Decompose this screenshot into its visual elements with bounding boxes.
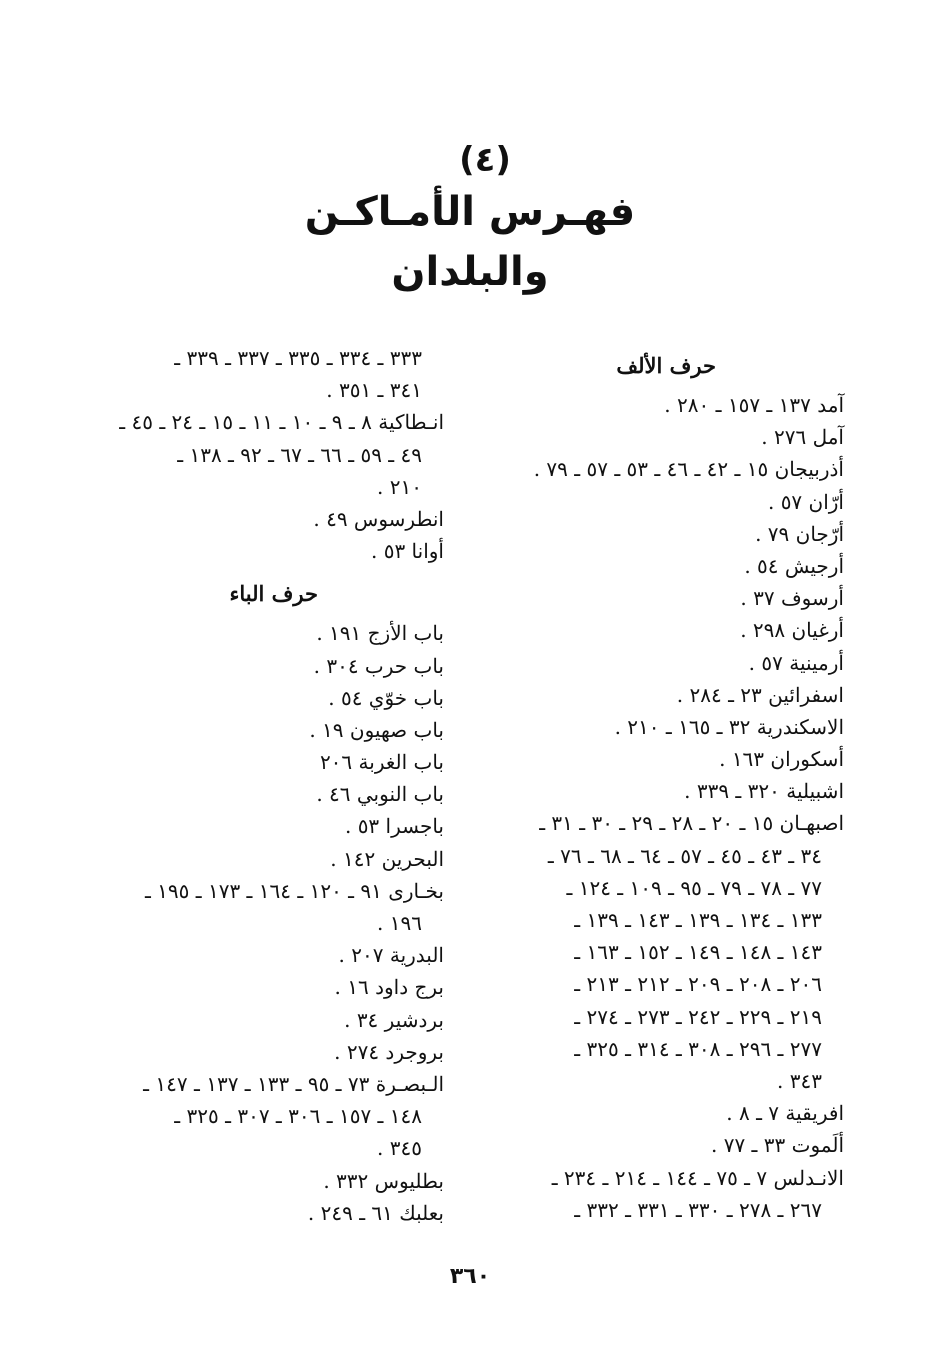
index-entry: اشبيلية ٣٢٠ ـ ٣٣٩ . — [684, 779, 844, 804]
index-entry-continuation: ٢٠٦ ـ ٢٠٨ ـ ٢٠٩ ـ ٢١٢ ـ ٢١٣ ـ — [574, 972, 822, 997]
index-entry: أرّجان ٧٩ . — [755, 521, 844, 546]
index-entry: برج داود ١٦ . — [334, 975, 444, 1000]
index-entry-continuation: ٣٤٥ . — [377, 1136, 422, 1161]
index-entry: الاسكندرية ٣٢ ـ ١٦٥ ـ ٢١٠ . — [614, 714, 844, 739]
index-entry: باجسرا ٥٣ . — [344, 814, 444, 839]
index-entry: الـبصـرة ٧٣ ـ ٩٥ ـ ١٣٣ ـ ١٣٧ ـ ١٤٧ ـ — [143, 1071, 444, 1096]
index-entry-continuation: ٣٤١ ـ ٣٥١ . — [326, 378, 422, 403]
index-entry: البحرين ١٤٢ . — [330, 846, 444, 871]
index-entry-continuation: ١٣٣ ـ ١٣٤ ـ ١٣٩ ـ ١٤٣ ـ ١٣٩ ـ — [574, 908, 822, 932]
section-number: (٤) — [459, 140, 511, 180]
index-entry: آمد ١٣٧ ـ ١٥٧ ـ ٢٨٠ . — [664, 393, 844, 417]
index-entry: أسكوران ١٦٣ . — [719, 747, 844, 772]
index-entry: البدرية ٢٠٧ . — [338, 943, 444, 968]
index-entry: أذربيجان ١٥ ـ ٤٢ ـ ٤٦ ـ ٥٣ ـ ٥٧ ـ ٧٩ . — [533, 457, 844, 482]
index-entry-continuation: ٣٤٣ . — [777, 1068, 822, 1093]
index-entry: ألَموت ٣٣ ـ ٧٧ . — [711, 1133, 844, 1158]
index-entry: أرغيان ٢٩٨ . — [740, 618, 844, 643]
index-entry-continuation: ٢٦٧ ـ ٢٧٨ ـ ٣٣٠ ـ ٣٣١ ـ ٣٣٢ ـ — [574, 1197, 822, 1222]
index-entry-continuation: ١٩٦ . — [377, 911, 422, 935]
index-entry: باب الأزج ١٩١ . — [316, 621, 444, 646]
index-entry-continuation: ٧٧ ـ ٧٨ ـ ٧٩ ـ ٩٥ ـ ١٠٩ ـ ١٢٤ ـ — [566, 875, 822, 900]
index-entry-continuation: ٤٩ ـ ٥٩ ـ ٦٦ ـ ٦٧ ـ ٩٢ ـ ١٣٨ ـ — [177, 442, 422, 467]
index-entry: أرجيش ٥٤ . — [744, 553, 844, 578]
index-entry: آمل ٢٧٦ . — [761, 425, 844, 450]
index-entry-continuation: ١٤٣ ـ ١٤٨ ـ ١٤٩ ـ ١٥٢ ـ ١٦٣ ـ — [574, 940, 822, 965]
index-entry: باب الغربة ٢٠٦ — [319, 750, 444, 775]
index-entry: بطليوس ٣٣٢ . — [323, 1168, 444, 1193]
index-entry: بخـارى ٩١ ـ ١٢٠ ـ ١٦٤ ـ ١٧٣ ـ ١٩٥ ـ — [144, 878, 444, 903]
index-entry: بروجرد ٢٧٤ . — [334, 1039, 444, 1064]
index-entry: باب حرب ٣٠٤ . — [313, 653, 444, 678]
index-entry: أرسوف ٣٧ . — [740, 586, 844, 611]
index-entry: أرّان ٥٧ . — [767, 489, 844, 514]
index-entry-continuation: ٣٤ ـ ٤٣ ـ ٤٥ ـ ٥٧ ـ ٦٤ ـ ٦٨ ـ ٧٦ ـ — [547, 843, 822, 868]
index-entry: انطرسوس ٤٩ . — [313, 506, 444, 531]
index-entry: باب خوّي ٥٤ . — [328, 685, 444, 710]
letter-heading-alif: حرف الألف — [616, 353, 716, 378]
index-entry-continuation: ٢٧٧ ـ ٢٩٦ ـ ٣٠٨ ـ ٣١٤ ـ ٣٢٥ ـ — [574, 1036, 822, 1061]
right-column — [484, 343, 844, 1226]
index-entry: بعلبك ٦١ ـ ٢٤٩ . — [307, 1200, 444, 1225]
index-entry: افريقية ٧ ـ ٨ . — [726, 1101, 844, 1126]
index-entry: باب صهيون ١٩ . — [309, 717, 444, 742]
index-entry-continuation: ٣٣٣ ـ ٣٣٤ ـ ٣٣٥ ـ ٣٣٧ ـ ٣٣٩ ـ — [174, 346, 422, 370]
left-column — [84, 342, 444, 1229]
index-entry: انـطاكية ٨ ـ ٩ ـ ١٠ ـ ١١ ـ ١٥ ـ ٢٤ ـ ٤٥ ـ — [119, 410, 444, 435]
letter-heading-ba: حرف الباء — [229, 581, 318, 607]
index-title: فهـرس الأمـاكـن — [304, 189, 636, 235]
index-subtitle: والبلدان — [391, 249, 549, 295]
index-entry-continuation: ٢١٩ ـ ٢٢٩ ـ ٢٤٢ ـ ٢٧٣ ـ ٢٧٤ ـ — [574, 1004, 822, 1029]
index-entry: اسفرائين ٢٣ ـ ٢٨٤ . — [676, 682, 844, 707]
index-entry-continuation: ١٤٨ ـ ١٥٧ ـ ٣٠٦ ـ ٣٠٧ ـ ٣٢٥ ـ — [174, 1104, 422, 1129]
index-entry: بردشير ٣٤ . — [344, 1007, 444, 1032]
index-entry: اصبهـان ١٥ ـ ٢٠ ـ ٢٨ ـ ٢٩ ـ ٣٠ ـ ٣١ ـ — [539, 811, 844, 836]
index-entry: باب النوبي ٤٦ . — [316, 782, 444, 807]
index-entry: أوانا ٥٣ . — [371, 539, 444, 564]
index-header — [0, 138, 940, 302]
index-entry: الانـدلس ٧ ـ ٧٥ ـ ١٤٤ ـ ٢١٤ ـ ٢٣٤ ـ — [551, 1165, 844, 1190]
page-number: ٣٦٠ — [449, 1264, 491, 1289]
index-entry: أرمينية ٥٧ . — [748, 650, 844, 675]
index-entry-continuation: ٢١٠ . — [377, 474, 422, 499]
